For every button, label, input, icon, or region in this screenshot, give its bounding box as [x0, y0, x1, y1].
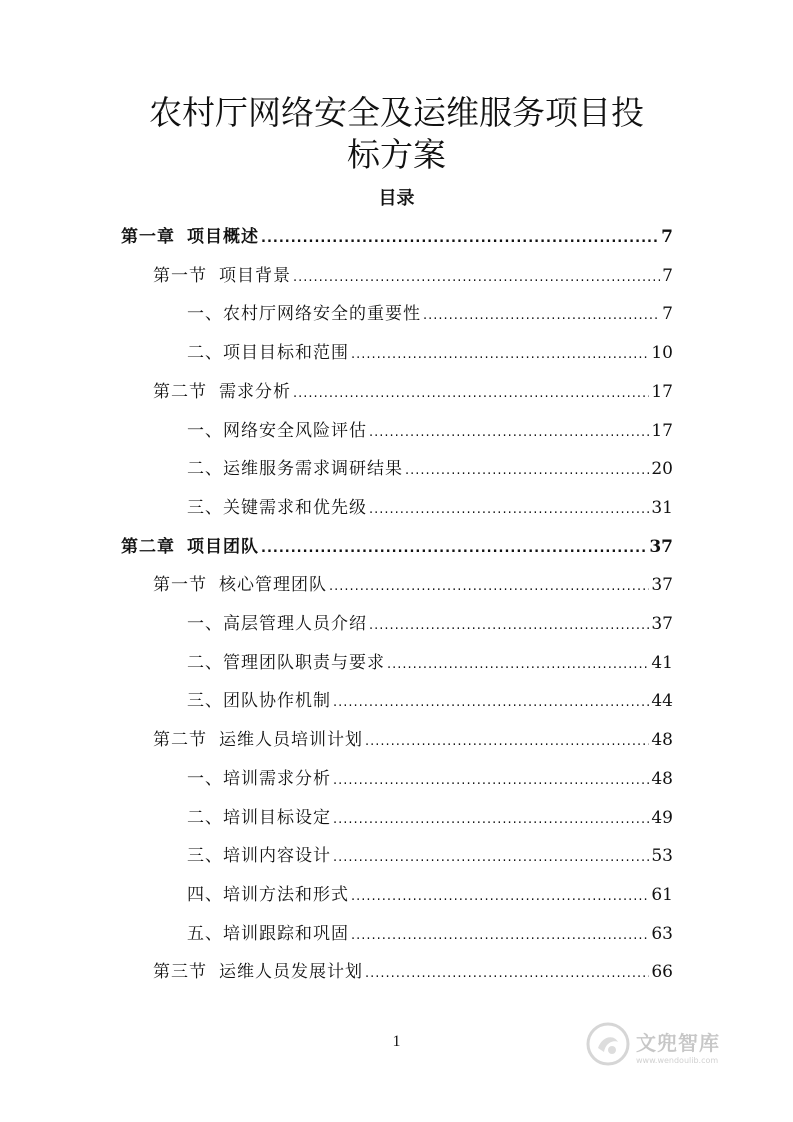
toc-entry-number: 一、 — [187, 614, 223, 634]
toc-entry-text: 运维人员发展计划 — [219, 962, 363, 983]
toc-leader-dots — [333, 766, 649, 796]
toc-leader-dots — [369, 611, 649, 641]
toc-entry[interactable] — [187, 764, 673, 794]
toc-leader-dots — [333, 805, 649, 835]
toc-entry-page: 10 — [651, 343, 673, 364]
toc-entry[interactable] — [187, 841, 673, 871]
toc-leader-dots — [387, 650, 649, 680]
toc-entry-label — [187, 609, 367, 639]
toc-leader-dots — [351, 882, 649, 912]
toc-entry-page: 17 — [651, 420, 673, 441]
toc-entry[interactable] — [121, 222, 673, 252]
toc-entry-label — [187, 648, 385, 678]
toc-entry-number: 二、 — [187, 652, 223, 673]
toc-entry-label — [187, 338, 349, 368]
toc-entry-number: 二、 — [187, 807, 223, 828]
toc-entry-label — [121, 532, 259, 562]
toc-entry-label — [153, 725, 363, 755]
toc-entry[interactable] — [153, 957, 673, 987]
toc-entry[interactable] — [187, 648, 673, 678]
toc-entry-label — [153, 377, 291, 407]
toc-entry-number: 二、 — [187, 459, 223, 480]
toc-entry-label — [153, 261, 291, 291]
toc-leader-dots — [261, 224, 659, 254]
toc-entry-label — [153, 957, 363, 987]
toc-entry-label — [187, 764, 331, 794]
page-number: 1 — [392, 1033, 401, 1050]
toc-entry-text: 项目概述 — [187, 227, 259, 247]
toc-entry-label — [153, 570, 327, 600]
toc-entry-page: 61 — [651, 884, 673, 905]
toc-leader-dots — [405, 456, 649, 486]
toc-entry[interactable] — [187, 686, 673, 716]
toc-entry-number: 五、 — [187, 923, 223, 944]
toc-leader-dots — [369, 418, 649, 448]
toc-entry-number: 第一节 — [153, 575, 207, 596]
toc-leader-dots — [293, 379, 649, 409]
toc-entry-text: 培训需求分析 — [223, 768, 331, 789]
toc-entry-number: 二、 — [187, 343, 223, 364]
toc-leader-dots — [365, 727, 649, 757]
toc-entry-page: 20 — [651, 459, 673, 480]
watermark — [586, 1018, 756, 1074]
toc-entry-page: 41 — [651, 652, 673, 673]
toc-entry[interactable] — [153, 377, 673, 407]
toc-entry-number: 三、 — [187, 691, 223, 712]
toc-entry-number: 第二节 — [153, 381, 207, 402]
toc-entry-text: 团队协作机制 — [223, 691, 331, 712]
document-title — [100, 92, 693, 176]
toc-entry-page: 63 — [651, 923, 673, 944]
toc-entry-number: 三、 — [187, 497, 223, 518]
toc-entry[interactable] — [187, 454, 673, 484]
toc-entry[interactable] — [187, 338, 673, 368]
toc-entry[interactable] — [187, 416, 673, 446]
toc-entry[interactable] — [187, 919, 673, 949]
watermark-name: 文兜智库 — [636, 1031, 720, 1055]
toc-entry-number: 第三节 — [153, 962, 207, 983]
toc-entry-text: 关键需求和优先级 — [223, 497, 367, 518]
toc-leader-dots — [333, 688, 649, 718]
toc-entry[interactable] — [187, 609, 673, 639]
toc-entry[interactable] — [153, 570, 673, 600]
toc-heading: 目录 — [378, 188, 415, 209]
toc-entry-page: 44 — [651, 691, 673, 712]
toc-entry-page: 17 — [651, 381, 673, 402]
toc-entry-number: 一、 — [187, 420, 223, 441]
toc-entry-text: 高层管理人员介绍 — [223, 614, 367, 634]
toc-entry-page: 49 — [651, 807, 673, 828]
toc-entry-page: 37 — [649, 536, 673, 557]
toc-entry-text: 农村厅网络安全的重要性 — [223, 304, 421, 325]
toc-entry[interactable] — [187, 299, 673, 329]
toc-entry-text: 培训目标设定 — [223, 807, 331, 828]
toc-entry-number: 一、 — [187, 768, 223, 789]
toc-entry-label — [187, 919, 349, 949]
toc-entry-label — [187, 416, 367, 446]
toc-entry-page: 37 — [651, 575, 673, 596]
toc-leader-dots — [369, 495, 649, 525]
toc-entry-text: 运维服务需求调研结果 — [223, 459, 403, 480]
toc-entry-label — [187, 454, 403, 484]
toc-entry[interactable] — [187, 493, 673, 523]
toc-entry-text: 培训内容设计 — [223, 846, 331, 867]
toc-leader-dots — [293, 263, 660, 293]
toc-entry-number: 第二章 — [121, 536, 175, 557]
toc-entry-label — [187, 686, 331, 716]
toc-entry-text: 管理团队职责与要求 — [223, 652, 385, 673]
toc-entry[interactable] — [121, 532, 673, 562]
toc-entry-text: 核心管理团队 — [219, 575, 327, 596]
title-line-1: 农村厅网络安全及运维服务项目投 — [149, 93, 644, 132]
toc-entry-number: 第一章 — [121, 227, 175, 247]
toc-entry-text: 需求分析 — [219, 381, 291, 402]
toc-entry-text: 项目团队 — [187, 536, 259, 557]
toc-entry-number: 第一节 — [153, 265, 207, 286]
watermark-url: www.wendoulib.com — [636, 1056, 719, 1065]
toc-entry-number: 三、 — [187, 846, 223, 867]
toc-leader-dots — [351, 921, 649, 951]
toc-entry-page: 7 — [662, 304, 673, 325]
toc-entry-page: 48 — [651, 768, 673, 789]
toc-entry-text: 网络安全风险评估 — [223, 420, 367, 441]
toc-entry[interactable] — [187, 803, 673, 833]
toc-entry-text: 培训方法和形式 — [223, 884, 349, 905]
toc-entry-label — [187, 803, 331, 833]
toc-entry[interactable] — [153, 261, 673, 291]
wendou-logo-icon — [586, 1022, 630, 1070]
toc-leader-dots — [365, 959, 649, 989]
toc-entry-label — [187, 493, 367, 523]
toc-entry-text: 运维人员培训计划 — [219, 730, 363, 751]
toc-entry-text: 项目目标和范围 — [223, 343, 349, 364]
toc-entry-page: 7 — [662, 265, 673, 286]
toc-entry-label — [121, 222, 259, 252]
toc-leader-dots — [333, 843, 649, 873]
toc-entry[interactable] — [187, 880, 673, 910]
toc-leader-dots — [351, 340, 649, 370]
toc-entry-page: 37 — [651, 614, 673, 634]
toc-entry-text: 项目背景 — [219, 265, 291, 286]
toc-entry-page: 53 — [651, 846, 673, 867]
toc-entry-number: 第二节 — [153, 730, 207, 751]
toc-entry-page: 66 — [651, 962, 673, 983]
toc-leader-dots — [261, 534, 647, 564]
toc-entry-page: 7 — [661, 227, 673, 247]
toc-entry-label — [187, 299, 421, 329]
toc-entry-page: 48 — [651, 730, 673, 751]
toc-entry-number: 四、 — [187, 884, 223, 905]
toc-entry-label — [187, 880, 349, 910]
toc-leader-dots — [329, 572, 649, 602]
toc-entry-page: 31 — [651, 497, 673, 518]
title-line-2: 标方案 — [347, 135, 446, 174]
toc-entry-text: 培训跟踪和巩固 — [223, 923, 349, 944]
toc-entry-number: 一、 — [187, 304, 223, 325]
toc-entry[interactable] — [153, 725, 673, 755]
toc-entry-label — [187, 841, 331, 871]
toc-leader-dots — [423, 301, 660, 331]
